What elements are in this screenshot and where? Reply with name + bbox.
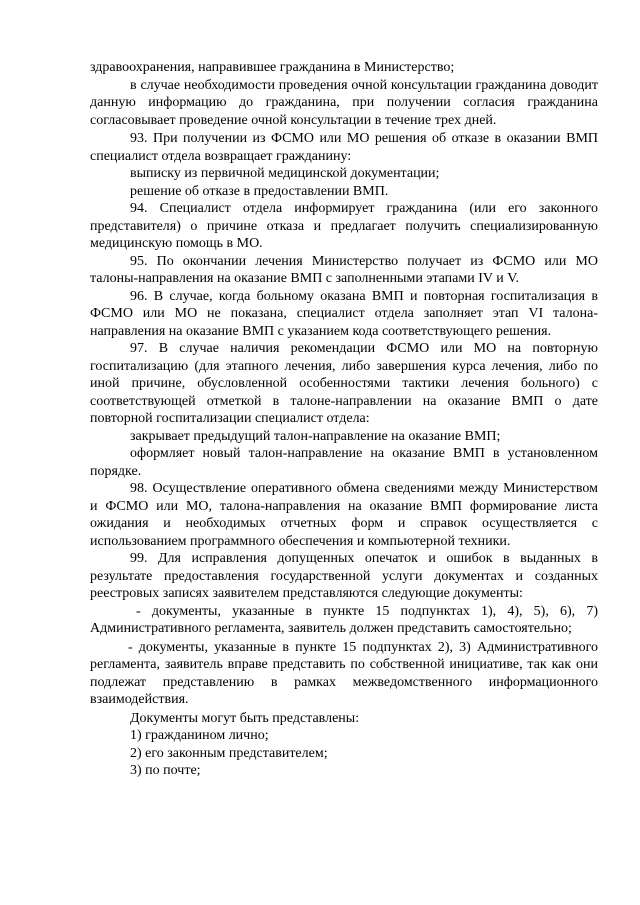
paragraph-96: 96. В случае, когда больному оказана ВМП и повторная госпитализация в ФСМО или МО не показана, специалист отдела заполняет этап VI талона-направления на оказание ВМП с указанием кода соответствующего решения.	[90, 288, 598, 339]
document-body	[90, 59, 598, 780]
list-item-optional-documents: - документы, указанные в пункте 15 подпунктах 2), 3) Административного регламента, заявитель вправе представить по собственной инициативе, так как они подлежат представлению в рамках межведомственного информационного взаимодействия.	[90, 639, 598, 707]
list-item-refusal-decision: решение об отказе в предоставлении ВМП.	[130, 183, 389, 199]
paragraph-consultation: в случае необходимости проведения очной консультации гражданина доводит данную информацию до гражданина, при получении согласия гражданина согласовывает проведение очной консультации в течение трех дней.	[90, 77, 598, 128]
paragraph-97: 97. В случае наличия рекомендации ФСМО или МО на повторную госпитализацию (для этапного лечения, либо завершения курса лечения, либо по иной причине, обусловленной особенностями тактики лечения больного) с соответствующей отметкой в талоне-направлении на оказание ВМП о дате повторной госпитализации специалист отдела:	[90, 341, 598, 426]
list-item-close-coupon: закрывает предыдущий талон-направление на оказание ВМП;	[130, 428, 501, 444]
list-item-extract: выписку из первичной медицинской документации;	[130, 166, 440, 181]
list-item-representative: 2) его законным представителем;	[130, 745, 328, 761]
paragraph-submission-ways: Документы могут быть представлены:	[130, 710, 360, 726]
list-item-required-documents: - документы, указанные в пункте 15 подпунктах 1), 4), 5), 6), 7) Административного регламента, заявитель должен представить самостоятельно;	[90, 603, 598, 636]
list-item-new-coupon: оформляет новый талон-направление на оказание ВМП в установленном порядке.	[90, 446, 598, 479]
paragraph-94: 94. Специалист отдела информирует гражданина (или его законного представителя) о причине отказа и предлагает получить специализированную медицинскую помощь в МО.	[90, 201, 598, 251]
paragraph-93: 93. При получении из ФСМО или МО решения об отказе в оказании ВМП специалист отдела возвращает гражданину:	[90, 131, 598, 164]
paragraph-99: 99. Для исправления допущенных опечаток и ошибок в выданных в результате предоставления государственной услуги документах и созданных реестровых записях заявителем представляются следующие документы:	[90, 551, 598, 601]
paragraph-continuation: здравоохранения, направившее гражданина в Министерство;	[90, 60, 455, 75]
list-item-in-person: 1) гражданином лично;	[130, 728, 269, 743]
list-item-by-mail: 3) по почте;	[130, 763, 201, 778]
paragraph-98: 98. Осуществление оперативного обмена сведениями между Министерством и ФСМО или МО, талона-направления на оказание ВМП формирование листа ожидания и необходимых отчетных форм и справок осуществляется с использованием программного обеспечения и компьютерной техники.	[90, 481, 598, 549]
paragraph-95: 95. По окончании лечения Министерство получает из ФСМО или МО талоны-направления на оказание ВМП с заполненными этапами IV и V.	[90, 253, 598, 286]
